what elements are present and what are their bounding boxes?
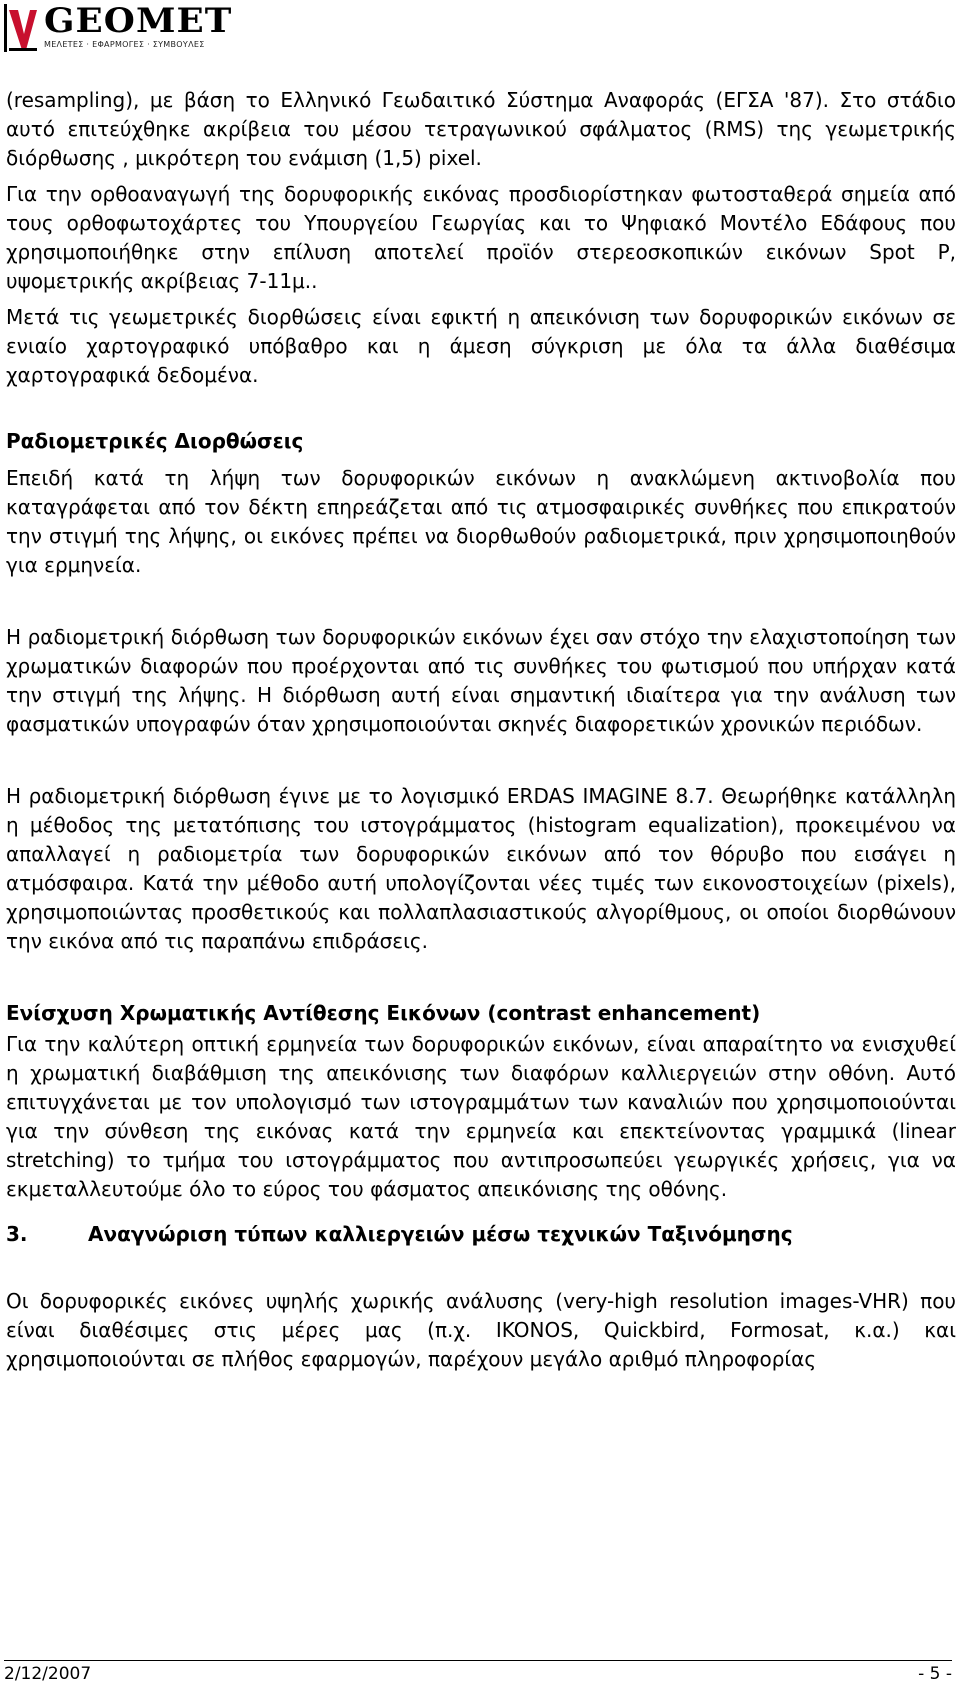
heading-radiometric-corrections: Ραδιομετρικές Διορθώσεις (6, 429, 304, 453)
heading-contrast-enhancement: Ενίσχυση Χρωματικής Αντίθεσης Εικόνων (contrast enhancement) (6, 1001, 761, 1025)
geomet-logo-icon (4, 4, 38, 52)
page-header (4, 2, 264, 58)
logo-tagline: ΜΕΛΕΤΕΣ · ΕΦΑΡΜΟΓΕΣ · ΣΥΜΒΟΥΛΕΣ (44, 40, 205, 49)
footer-date: 2/12/2007 (4, 1664, 92, 1684)
paragraph-radiometric-purpose: Η ραδιομετρική διόρθωση των δορυφορικών εικόνων έχει σαν στόχο την ελαχιστοποίηση των χρωματικών διαφορών που προέρχονται από τις συνθήκες του φωτισμού που υπήρχαν κατά την στιγμή της λήψης. Η διόρθωση αυτή είναι σημαντική ιδιαίτερα για την ανάλυση των φασματικών υπογραφών όταν χρησιμοποιούνται σκηνές διαφορετικών χρονικών περιόδων. (6, 625, 956, 736)
paragraph-erdas-method: Η ραδιομετρική διόρθωση έγινε με το λογισμικό ERDAS IMAGINE 8.7. Θεωρήθηκε κατάλληλη η μέθοδος της μετατόπισης του ιστογράμματος (histogram equalization), προκειμένου να απαλλαγεί η ραδιομετρία των δορυφορικών εικόνων από τον θόρυβο που εισάγει η ατμόσφαιρα. Κατά την μέθοδο αυτή υπολογίζονται νέες τιμές των εικονοστοιχείων (pixels), χρησιμοποιώντας προσθετικούς και πολλαπλασιαστικούς αλγορίθμους, οι οποίοι διορθώνουν την εικόνα από τις παραπάνω επιδράσεις. (6, 784, 956, 953)
paragraph-vhr-images: Οι δορυφορικές εικόνες υψηλής χωρικής ανάλυσης (very-high resolution images-VHR) που είναι διαθέσιμες στις μέρες μας (π.χ. IKONOS, Quickbird, Formosat, κ.α.) και χρησιμοποιούνται σε πλήθος εφαρμογών, παρέχουν μεγάλο αριθμό πληροφορίας (6, 1289, 956, 1371)
paragraph-geometric-corrections: Μετά τις γεωμετρικές διορθώσεις είναι εφικτή η απεικόνιση των δορυφορικών εικόνων σε ενιαίο χαρτογραφικό υπόβαθρο και η άμεση σύγκριση με όλα τα άλλα διαθέσιμα χαρτογραφικά δεδομένα. (6, 305, 956, 387)
logo-wordmark: GEOMET (44, 1, 233, 41)
document-body (6, 86, 956, 1374)
section-number: 3. (6, 1222, 28, 1246)
page-footer (4, 1660, 952, 1685)
paragraph-contrast-enhancement: Για την καλύτερη οπτική ερμηνεία των δορυφορικών εικόνων, είναι απαραίτητο να ενισχυθεί η χρωματική διαβάθμιση της απεικόνισης των διαφόρων καλλιεργειών στην οθόνη. Αυτό επιτυγχάνεται με τον υπολογισμό των ιστογραμμάτων των καναλιών που χρησιμοποιούνται για την σύνθεση της εικόνας κατά την ερμηνεία και επεκτείνοντας γραμμικά (linear stretching) το τμήμα του ιστογράμματος που αντιπροσωπεύει γεωργικές χρήσεις, για να εκμεταλλευτούμε όλο το εύρος του φάσματος απεικόνισης της οθόνης. (6, 1032, 956, 1201)
footer-page-number: - 5 - (918, 1664, 952, 1684)
paragraph-resampling: (resampling), με βάση το Ελληνικό Γεωδαιτικό Σύστημα Αναφοράς (ΕΓΣΑ '87). Στο στάδιο αυτό επιτεύχθηκε ακρίβεια του μέσου τετραγωνικού σφάλματος (RMS) της γεωμετρικής διόρθωσης , μικρότερη του ενάμιση (1,5) pixel. (6, 88, 956, 170)
paragraph-orthorectification: Για την ορθοαναγωγή της δορυφορικής εικόνας προσδιορίστηκαν φωτοσταθερά σημεία από τους ορθοφωτοχάρτες του Υπουργείου Γεωργίας και το Ψηφιακό Μοντέλο Εδάφους που χρησιμοποιήθηκε στην επίλυση αποτελεί προϊόν στερεοσκοπικών εικόνων Spot P, υψομετρικής ακρίβειας 7-11μ.. (6, 182, 956, 293)
paragraph-radiometric-intro: Επειδή κατά τη λήψη των δορυφορικών εικόνων η ανακλώμενη ακτινοβολία που καταγράφεται από τον δέκτη επηρεάζεται από τις ατμοσφαιρικές συνθήκες που επικρατούν την στιγμή της λήψης, οι εικόνες πρέπει να διορθωθούν ραδιομετρικά, πριν χρησιμοποιηθούν για ερμηνεία. (6, 466, 956, 577)
section-title: Αναγνώριση τύπων καλλιεργειών μέσω τεχνικών Ταξινόμησης (88, 1222, 793, 1246)
heading-section-3 (6, 1220, 956, 1249)
